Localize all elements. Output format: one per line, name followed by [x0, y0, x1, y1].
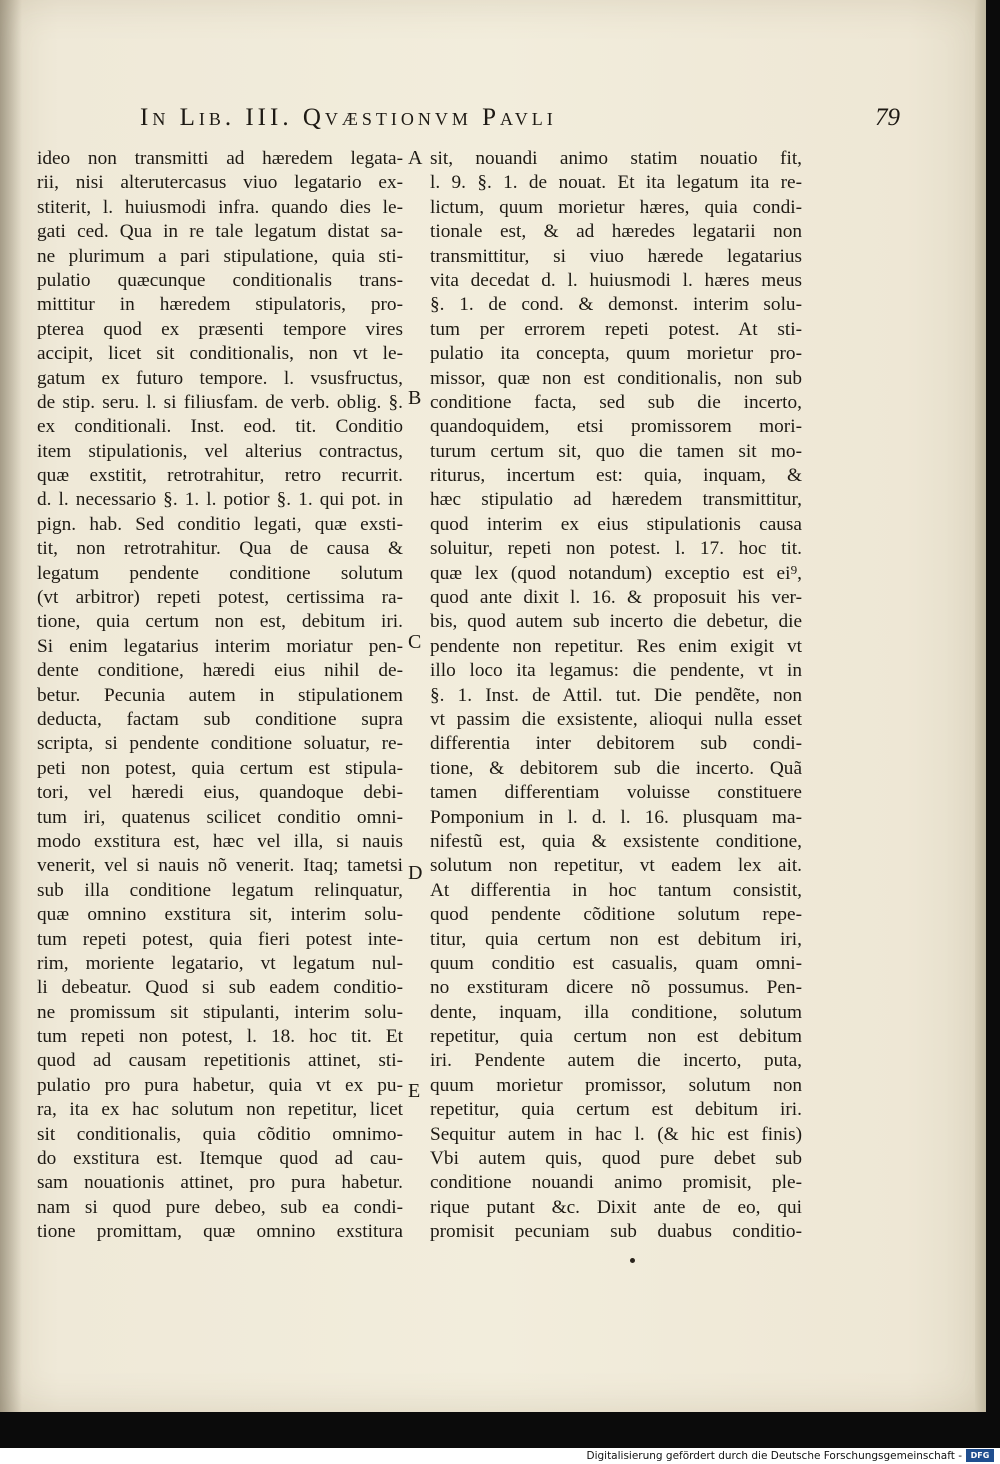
right-column-line: sit, nouandi animo statim nouatio fit, — [430, 148, 802, 169]
left-column-line: venerit, vel si nauis nõ venerit. Itaq; tametsi — [37, 855, 403, 877]
left-column-line: tori, vel hæredi eius, quandoque debi- — [37, 782, 403, 804]
left-column-line: quæ exstitit, retrotrahitur, retro recurrit. — [37, 465, 403, 487]
left-column-line: do exstitura est. Itemque quod ad cau- — [37, 1148, 403, 1170]
right-column-line: differentia inter debitorem sub condi- — [430, 733, 802, 755]
left-column-line: sam nouationis attinet, pro pura habetur. — [37, 1172, 403, 1194]
left-text-column — [37, 147, 403, 1245]
left-column-line: li debeatur. Quod si sub eadem conditio- — [37, 977, 403, 999]
page-number: 79 — [875, 104, 900, 131]
right-column-line: tione, & debitorem sub die incerto. Quã — [430, 757, 802, 779]
right-column-line: iri. Pendente autem die incerto, puta, — [430, 1050, 802, 1072]
right-column-line: hæc stipulatio ad hæredem transmittitur, — [430, 489, 802, 511]
right-column-line: missor, quæ non est conditionalis, non sub — [430, 367, 802, 389]
right-column-line: Pomponium in l. d. l. 16. plusquam ma- — [430, 806, 802, 828]
left-column-line: nam si quod pure debeo, sub ea condi- — [37, 1196, 403, 1218]
right-column-line: quandoquidem, etsi promissorem mori- — [430, 416, 802, 438]
right-column-line: pulatio ita concepta, quum morietur pro- — [430, 343, 802, 365]
left-column-line: tum repeti potest, quia fieri potest inte- — [37, 928, 403, 950]
left-column-line: de stip. seru. l. si filiusfam. de verb. oblig. §. — [37, 391, 403, 413]
left-column-line: d. l. necessario §. 1. l. potior §. 1. qui pot. in — [37, 489, 403, 511]
left-column-line: quæ omnino exstitura sit, interim solu- — [37, 904, 403, 926]
right-column-line: bis, quod autem sub incerto die debetur, die — [430, 611, 802, 633]
left-column-line: deducta, factam sub conditione supra — [37, 708, 403, 730]
right-column-line: conditione facta, sed sub die incerto, — [430, 391, 802, 413]
left-column-line: sub illa conditione legatum relinquatur, — [37, 879, 403, 901]
left-column-line: stiterit, l. huiusmodi infra. quando dies le- — [37, 196, 403, 218]
left-column-line: dente conditione, hæredi eius nihil de- — [37, 660, 403, 682]
running-header — [140, 104, 900, 138]
right-column-line: transmittitur, si viuo hærede legatarius — [430, 245, 802, 267]
left-column-line: pulatio quæcunque conditionalis trans- — [37, 269, 403, 291]
left-column-line: pterea quod ex præsenti tempore vires — [37, 318, 403, 340]
left-column-line: ne plurimum a pari stipulatione, quia sti- — [37, 245, 403, 267]
left-column-line: tit, non retrotrahitur. Qua de causa & — [37, 538, 403, 560]
right-column-line: solutum non repetitur, vt eadem lex ait. — [430, 855, 802, 877]
margin-marker-c: C — [408, 631, 422, 653]
left-column-line: ideo non transmitti ad hæredem legata- — [37, 148, 403, 169]
ornament-dot — [630, 1258, 635, 1263]
right-column-line: no exstituram dicere nõ possumus. Pen- — [430, 977, 802, 999]
right-column-line: soluitur, repeti non potest. l. 17. hoc tit. — [430, 538, 802, 560]
left-column-line: betur. Pecunia autem in stipulationem — [37, 684, 403, 706]
right-column-line: promisit pecuniam sub duabus conditio- — [430, 1221, 802, 1243]
margin-marker-b: B — [408, 387, 422, 409]
right-text-column — [430, 147, 802, 1245]
right-column-line: nifestũ est, quia & exsistente conditione, — [430, 830, 802, 852]
margin-marker-a: A — [408, 147, 423, 169]
dfg-logo: DFG — [966, 1449, 994, 1462]
left-column-line: tione promittam, quæ omnino exstitura — [37, 1221, 403, 1243]
left-column-line: ex conditionali. Inst. eod. tit. Conditio — [37, 416, 403, 438]
right-column-line: repetitur, quia certum non est debitum — [430, 1026, 802, 1048]
right-column-line: §. 1. Inst. de Attil. tut. Die pendẽte, non — [430, 684, 802, 706]
right-column-line: quod pendente cõditione solutum repe- — [430, 904, 802, 926]
right-column-line: quæ lex (quod notandum) exceptio est ei⁹, — [430, 562, 802, 584]
left-column-line: modo exstitura est, hæc vel illa, si nauis — [37, 830, 403, 852]
left-column-line: (vt arbitror) repeti potest, certissima ra- — [37, 587, 403, 609]
left-column-line: mittitur in hæredem stipulatoris, pro- — [37, 294, 403, 316]
right-column-line: illo loco ita legamus: die pendente, vt in — [430, 660, 802, 682]
margin-marker-d: D — [408, 862, 423, 884]
right-column-line: tum per errorem repeti potest. At sti- — [430, 318, 802, 340]
right-column-line: vt passim die exsistente, alioqui nulla esset — [430, 708, 802, 730]
left-column-line: scripta, si pendente conditione soluatur, re- — [37, 733, 403, 755]
left-column-line: ne promissum sit stipulanti, interim solu- — [37, 1001, 403, 1023]
left-column-line: pulatio pro pura habetur, quia vt ex pu- — [37, 1074, 403, 1096]
left-column-line: accipit, licet sit conditionalis, non vt le- — [37, 343, 403, 365]
left-column-line: sit conditionalis, quia cõditio omnimo- — [37, 1123, 403, 1145]
right-column-line: dente, inquam, illa conditione, solutum — [430, 1001, 802, 1023]
right-column-line: pendente non repetitur. Res enim exigit vt — [430, 635, 802, 657]
page-edge — [975, 0, 986, 1412]
left-column-line: Si enim legatarius interim moriatur pen- — [37, 635, 403, 657]
gutter-shadow — [0, 0, 22, 1412]
left-column-line: rii, nisi alterutercasus viuo legatario ex- — [37, 172, 403, 194]
right-column-line: Sequitur autem in hac l. (& hic est finis) — [430, 1123, 802, 1145]
left-column-line: ra, ita ex hac solutum non repetitur, licet — [37, 1099, 403, 1121]
right-column-line: riturus, incertum est: quia, inquam, & — [430, 465, 802, 487]
right-column-line: tionale est, & ad hæredes legatarii non — [430, 221, 802, 243]
left-column-line: pign. hab. Sed conditio legati, quæ exsti- — [37, 513, 403, 535]
right-column-line: quum conditio est casualis, quam omni- — [430, 952, 802, 974]
left-column-line: tione, quia certum non est, debitum iri. — [37, 611, 403, 633]
right-column-line: lictum, quum morietur hæres, quia condi- — [430, 196, 802, 218]
right-column-line: Vbi autem quis, quod pure debet sub — [430, 1148, 802, 1170]
left-column-line: gatum ex futuro tempore. l. vsusfructus, — [37, 367, 403, 389]
left-column-line: tum repeti non potest, l. 18. hoc tit. Et — [37, 1026, 403, 1048]
right-column-line: quum morietur promissor, solutum non — [430, 1074, 802, 1096]
right-column-line: vita decedat d. l. huiusmodi l. hæres meus — [430, 269, 802, 291]
right-column-line: repetitur, quia certum est debitum iri. — [430, 1099, 802, 1121]
right-column-line: tamen differentiam voluisse constituere — [430, 782, 802, 804]
left-column-line: gati ced. Qua in re tale legatum distat sa- — [37, 221, 403, 243]
left-column-line: rim, moriente legatario, vt legatum nul- — [37, 952, 403, 974]
right-column-line: rique putant &c. Dixit ante de eo, qui — [430, 1196, 802, 1218]
left-column-line: quod ad causam repetitionis attinet, sti- — [37, 1050, 403, 1072]
right-column-line: titur, quia certum non est debitum iri, — [430, 928, 802, 950]
right-column-line: turum certum sit, quo die tamen sit mo- — [430, 440, 802, 462]
left-column-line: legatum pendente conditione solutum — [37, 562, 403, 584]
right-column-line: l. 9. §. 1. de nouat. Et ita legatum ita re- — [430, 172, 802, 194]
left-column-line: peti non potest, quia certum est stipula- — [37, 757, 403, 779]
right-column-line: quod interim ex eius stipulationis causa — [430, 513, 802, 535]
left-column-line: item stipulationis, vel alterius contractus, — [37, 440, 403, 462]
digitization-credit: Digitalisierung gefördert durch die Deutsche Forschungsgemeinschaft - — [586, 1450, 962, 1462]
right-column-line: At differentia in hoc tantum consistit, — [430, 879, 802, 901]
left-column-line: tum iri, quatenus scilicet conditio omni- — [37, 806, 403, 828]
right-column-line: conditione nouandi animo promisit, ple- — [430, 1172, 802, 1194]
right-column-line: §. 1. de cond. & demonst. interim solu- — [430, 294, 802, 316]
running-title: In Lib. III. Qvæstionvm Pavli — [140, 104, 557, 131]
right-column-line: quod ante dixit l. 16. & proposuit his ver- — [430, 587, 802, 609]
margin-marker-e: E — [408, 1080, 421, 1102]
